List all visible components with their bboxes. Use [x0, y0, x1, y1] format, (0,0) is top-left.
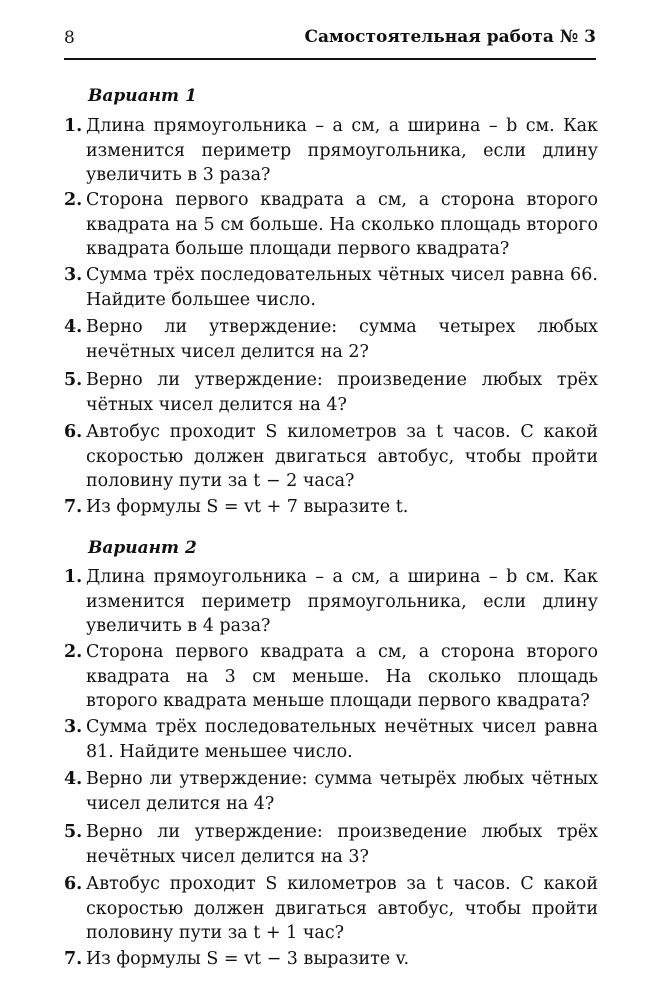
page-title: Самостоятельная работа № 3 — [304, 27, 596, 47]
task-text: Сумма трёх последовательных нечётных чисел равна 81. Найдите меньшее число. — [86, 717, 598, 762]
task-text: Из формулы S = vt + 7 выразите t. — [86, 497, 409, 517]
task-text: Автобус проходит S километров за t часов. С какой скоростью должен двигаться автобус, чтобы пройти половину пути за t − 2 часа? — [86, 422, 598, 491]
task-number: 3. — [64, 717, 83, 737]
task-number: 7. — [64, 949, 83, 969]
task-number: 2. — [64, 190, 83, 210]
task-number: 5. — [64, 822, 83, 842]
task-number: 3. — [64, 265, 83, 285]
task-text: Верно ли утверждение: произведение любых трёх чётных чисел делится на 4? — [86, 370, 598, 415]
task-text: Верно ли утверждение: произведение любых трёх нечётных чисел делится на 3? — [86, 822, 598, 867]
task-text: Верно ли утверждение: сумма четырёх любых чётных чисел делится на 4? — [86, 769, 598, 814]
header-rule — [64, 58, 596, 60]
task-number: 7. — [64, 497, 83, 517]
task-text: Сумма трёх последовательных чётных чисел равна 66. Найдите большее число. — [86, 265, 598, 310]
task-text: Сторона первого квадрата a см, а сторона второго квадрата на 3 см меньше. На сколько площадь второго квадрата меньше площади первого квадрата? — [86, 642, 598, 711]
task-text: Верно ли утверждение: сумма четырех любых нечётных чисел делится на 2? — [86, 317, 598, 362]
task-number: 5. — [64, 370, 83, 390]
task-number: 4. — [64, 317, 83, 337]
task-text: Из формулы S = vt − 3 выразите v. — [86, 949, 410, 969]
task-number: 2. — [64, 642, 83, 662]
task-text: Длина прямоугольника – a см, а ширина – b см. Как изменится периметр прямоугольника, если длину увеличить в 4 раза? — [86, 567, 598, 636]
task-text: Длина прямоугольника – a см, а ширина – b см. Как изменится периметр прямоугольника, если длину увеличить в 3 раза? — [86, 116, 598, 185]
variant-2-heading: Вариант 2 — [88, 538, 197, 558]
task-text: Сторона первого квадрата a см, а сторона второго квадрата на 5 см больше. На сколько площадь второго квадрата больше площади первого квадрата? — [86, 190, 598, 259]
task-number: 4. — [64, 769, 83, 789]
task-number: 1. — [64, 567, 83, 587]
page-number: 8 — [64, 28, 75, 48]
task-number: 1. — [64, 116, 83, 136]
variant-1-heading: Вариант 1 — [88, 86, 197, 106]
task-number: 6. — [64, 422, 83, 442]
task-text: Автобус проходит S километров за t часов. С какой скоростью должен двигаться автобус, чтобы пройти половину пути за t + 1 час? — [86, 874, 598, 943]
task-number: 6. — [64, 874, 83, 894]
page-header — [64, 26, 596, 56]
